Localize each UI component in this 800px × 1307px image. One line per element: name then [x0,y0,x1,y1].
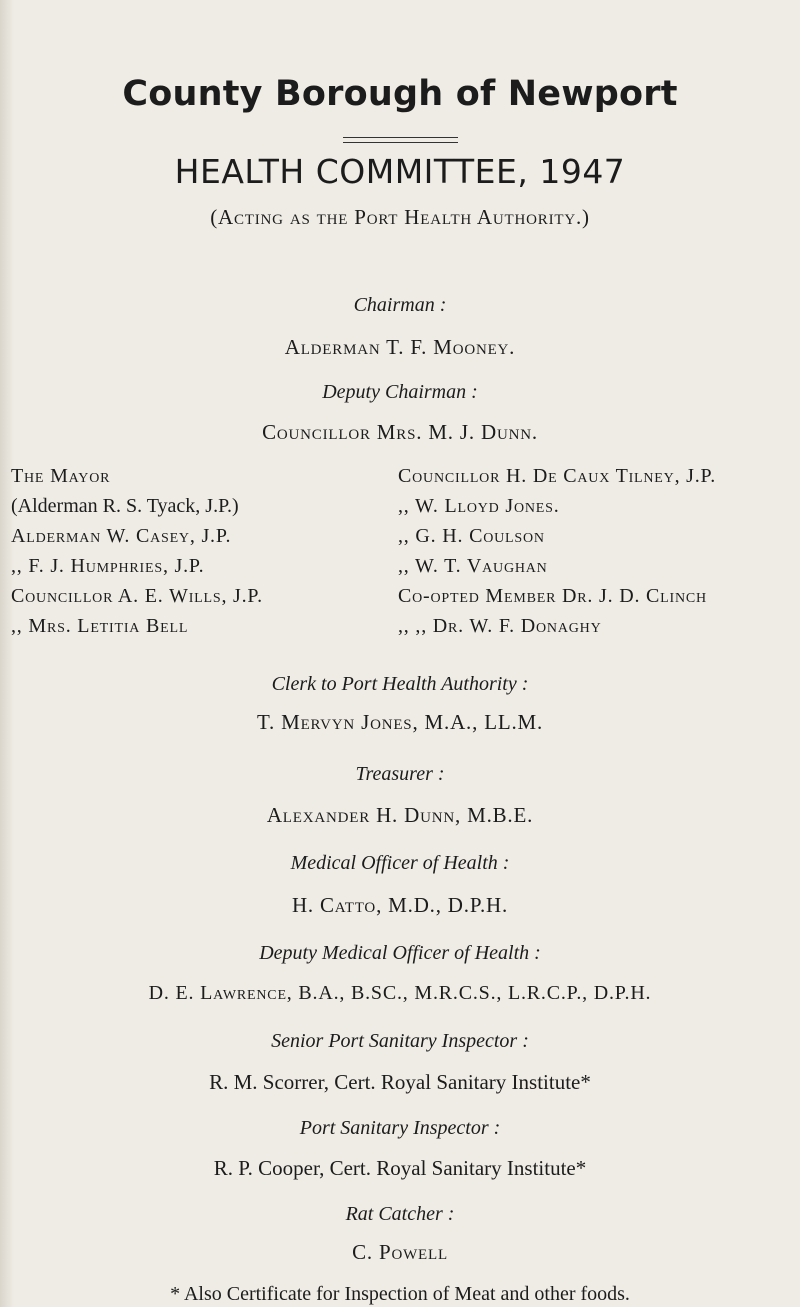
deputy-medical-officer-role: Deputy Medical Officer of Health : [259,942,541,964]
member-entry: ,, W. Lloyd Jones. [398,495,560,517]
deputy-chairman-name: Councillor Mrs. M. J. Dunn. [262,420,538,444]
member-entry: ,, Mrs. Letitia Bell [11,615,189,637]
senior-inspector-role: Senior Port Sanitary Inspector : [271,1030,529,1052]
member-entry: Co-opted Member Dr. J. D. Clinch [398,585,707,607]
member-entry: ,, ,, Dr. W. F. Donaghy [398,615,602,637]
medical-officer-role: Medical Officer of Health : [290,852,510,874]
members-right-column [398,461,716,641]
member-entry: (Alderman R. S. Tyack, J.P.) [11,495,239,517]
footnote: * Also Certificate for Inspection of Meat and other foods. [170,1283,630,1305]
member-entry: ,, F. J. Humphries, J.P. [11,555,205,577]
medical-officer-name: H. Catto, M.D., D.P.H. [291,893,509,917]
clerk-role: Clerk to Port Health Authority : [271,673,529,695]
clerk-name: T. Mervyn Jones, M.A., LL.M. [256,710,544,734]
rat-catcher-name: C. Powell [352,1240,448,1264]
acting-note: (Acting as the Port Health Authority.) [210,205,590,229]
member-entry: Councillor A. E. Wills, J.P. [11,585,263,607]
committee-heading: HEALTH COMMITTEE, 1947 [174,152,626,191]
senior-inspector-name: R. M. Scorrer, Cert. Royal Sanitary Institute* [209,1070,591,1094]
treasurer-name: Alexander H. Dunn, M.B.E. [266,803,534,827]
member-entry: Councillor H. De Caux Tilney, J.P. [398,465,717,487]
title-rule-top [343,137,458,138]
deputy-medical-officer-name: D. E. Lawrence, B.A., B.SC., M.R.C.S., L.R.C.P., D.P.H. [148,982,652,1004]
page-edge-shadow [0,0,14,1307]
chairman-name: Alderman T. F. Mooney. [284,335,516,359]
port-inspector-role: Port Sanitary Inspector : [299,1117,501,1139]
member-entry: ,, G. H. Coulson [398,525,545,547]
document-title: County Borough of Newport [122,74,678,114]
title-rule-bottom [343,142,458,143]
deputy-chairman-role: Deputy Chairman : [322,381,478,403]
member-entry: Alderman W. Casey, J.P. [11,525,232,547]
chairman-role: Chairman : [353,294,447,316]
member-entry: ,, W. T. Vaughan [398,555,548,577]
members-left-column [11,461,263,641]
member-entry: The Mayor [11,465,111,487]
port-inspector-name: R. P. Cooper, Cert. Royal Sanitary Institute* [213,1156,587,1180]
treasurer-role: Treasurer : [355,763,445,785]
rat-catcher-role: Rat Catcher : [345,1203,455,1225]
